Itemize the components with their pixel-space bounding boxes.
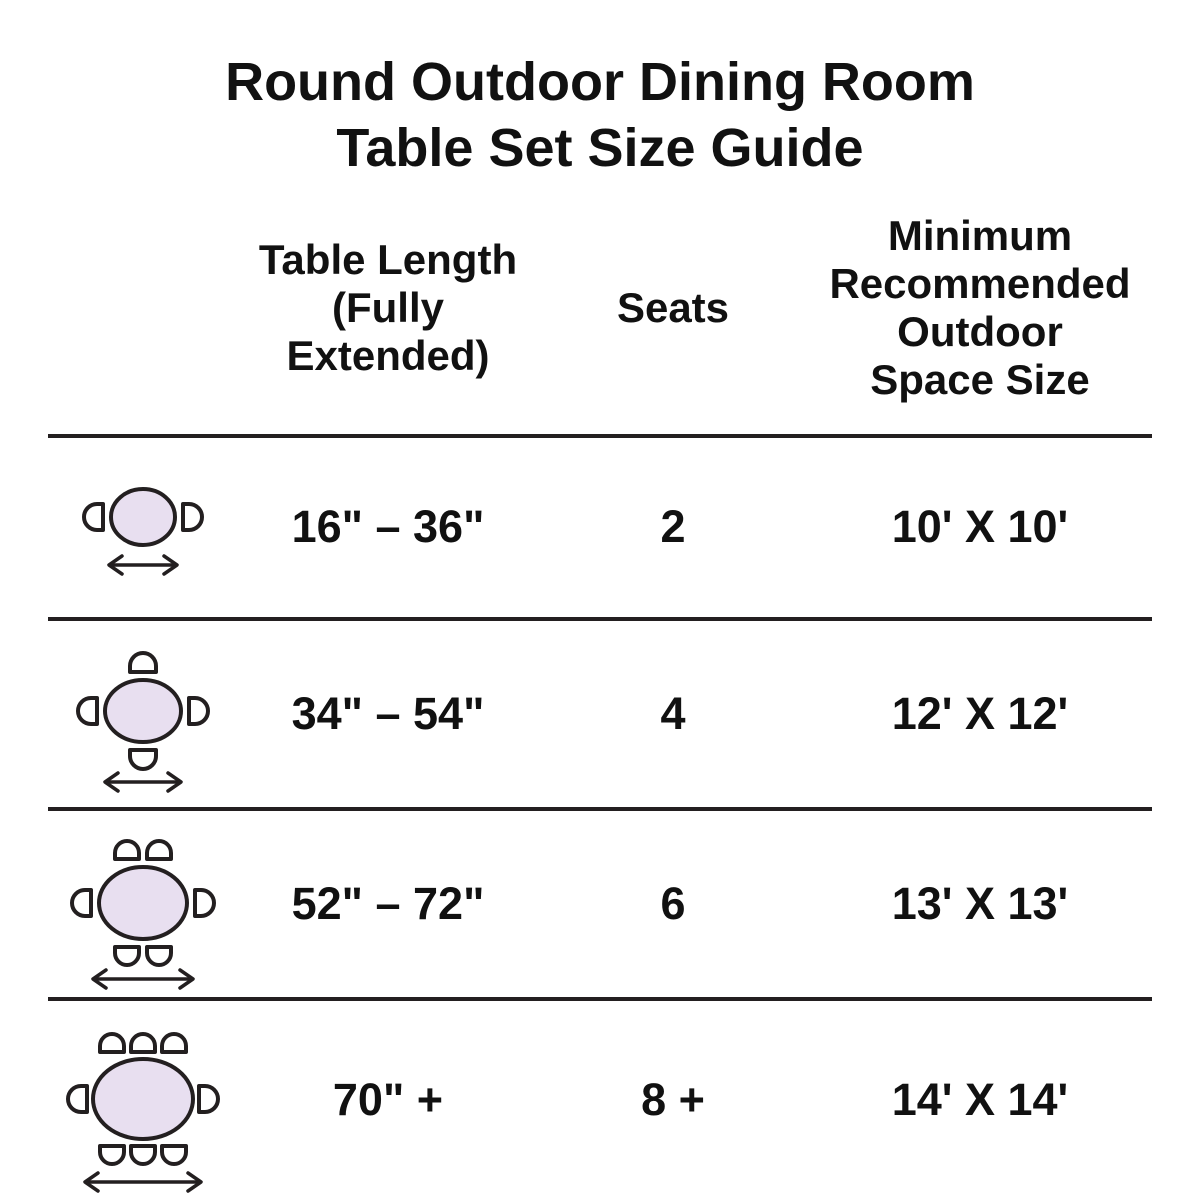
- round-table-6-seats-icon: [43, 813, 243, 995]
- diagram-cell: [33, 1002, 253, 1197]
- chair-top: [147, 841, 171, 859]
- chair-bottom: [100, 1146, 124, 1164]
- table-row: [48, 438, 1152, 617]
- header-space-size-line-3: Outdoor: [897, 307, 1063, 355]
- chair-top: [131, 1034, 155, 1052]
- round-table-8-seats-icon: [33, 1002, 253, 1197]
- page-title: [0, 0, 1200, 182]
- table-top: [111, 489, 175, 545]
- round-table-4-seats-icon: [53, 630, 233, 798]
- extension-arrow-icon: [85, 1173, 201, 1191]
- table-top: [105, 680, 181, 742]
- chair-left: [78, 698, 97, 724]
- chair-bottom: [162, 1146, 186, 1164]
- table-length-value: 52" – 72": [291, 877, 485, 929]
- page-title-line-1: Round Outdoor Dining Room: [225, 52, 975, 112]
- chair-bottom: [131, 1146, 155, 1164]
- table-length-value: 16" – 36": [291, 501, 485, 553]
- extension-arrow-icon: [105, 773, 181, 791]
- space-size-value: 14' X 14': [891, 1073, 1069, 1125]
- chair-top: [162, 1034, 186, 1052]
- table-length-value: 70" +: [332, 1073, 444, 1125]
- table-row: [48, 1001, 1152, 1199]
- space-size-value: 10' X 10': [891, 501, 1069, 553]
- size-guide-table: [48, 182, 1152, 1199]
- header-space-size-line-4: Space Size: [870, 355, 1090, 403]
- chair-left: [68, 1086, 87, 1112]
- table-header-row: [48, 182, 1152, 434]
- extension-arrow-icon: [93, 970, 193, 988]
- space-size-value: 12' X 12': [891, 687, 1069, 739]
- diagram-cell: [53, 465, 233, 590]
- chair-top: [130, 653, 156, 672]
- chair-left: [72, 890, 91, 916]
- chair-right: [199, 1086, 218, 1112]
- round-table-2-seats-icon: [53, 465, 233, 590]
- table-top: [99, 867, 187, 939]
- chair-bottom: [130, 750, 156, 769]
- seats-value: 6: [660, 877, 686, 929]
- header-table-length-line-1: Table Length: [258, 235, 518, 283]
- chair-top: [100, 1034, 124, 1052]
- seats-value: 4: [660, 687, 686, 739]
- chair-right: [183, 504, 202, 530]
- table-row: [48, 621, 1152, 807]
- chair-right: [189, 698, 208, 724]
- chair-top: [115, 841, 139, 859]
- seats-value: 2: [660, 501, 686, 553]
- table-row: [48, 811, 1152, 997]
- table-length-value: 34" – 54": [291, 687, 485, 739]
- header-table-length-line-2: (Fully Extended): [286, 283, 490, 379]
- header-space-size-line-1: Minimum: [887, 212, 1073, 259]
- table-top: [93, 1059, 193, 1139]
- header-table-length: [238, 236, 538, 380]
- header-space-size-line-2: Recommended: [829, 259, 1131, 307]
- chair-bottom: [147, 947, 171, 965]
- chair-right: [195, 890, 214, 916]
- header-seats: Seats: [616, 283, 730, 331]
- diagram-cell: [43, 813, 243, 995]
- space-size-value: 13' X 13': [891, 877, 1069, 929]
- header-space-size: [829, 212, 1130, 404]
- diagram-cell: [53, 630, 233, 798]
- seats-value: 8 +: [641, 1073, 705, 1125]
- extension-arrow-icon: [109, 556, 177, 574]
- chair-bottom: [115, 947, 139, 965]
- chair-left: [84, 504, 103, 530]
- page-title-line-2: Table Set Size Guide: [336, 117, 864, 178]
